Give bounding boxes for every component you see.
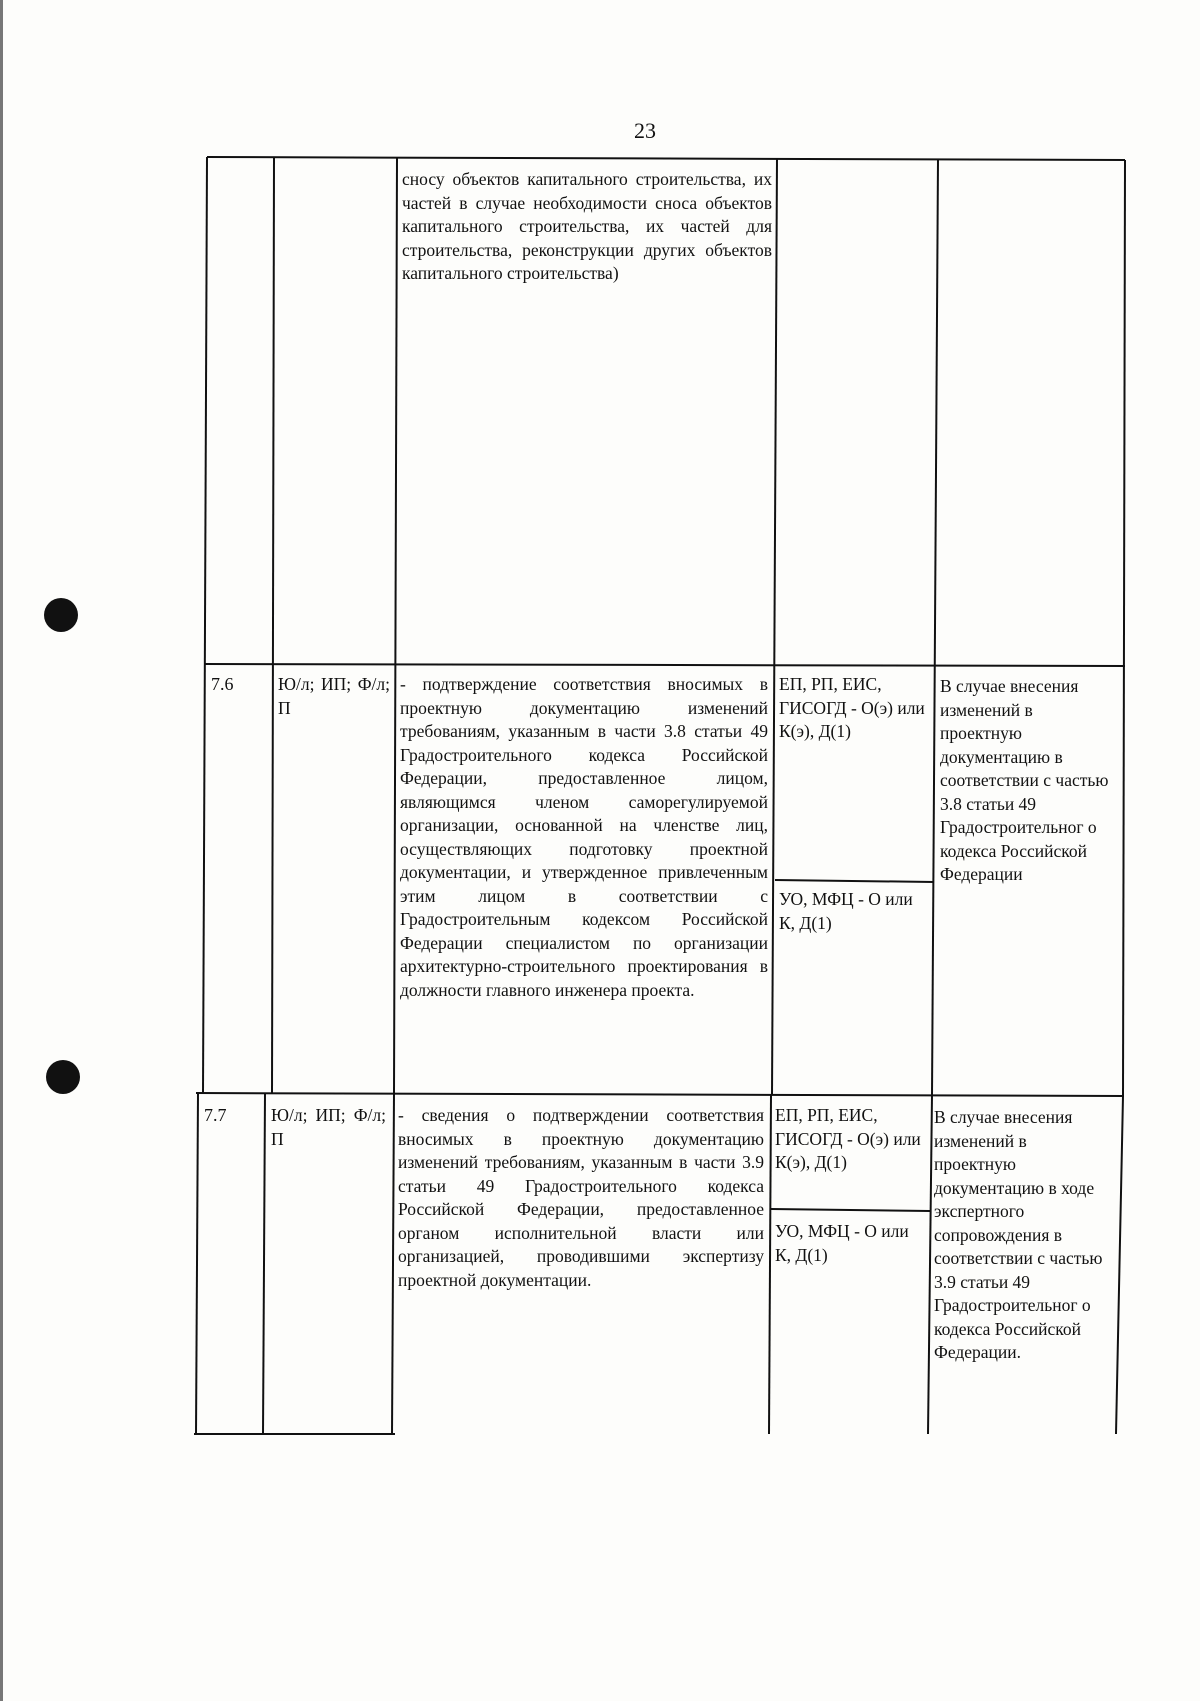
condition-text: В случае внесения изменений в проектную документацию в ходе экспертного сопровождения в соответствии с частью 3.9 статьи 49 Градостроительног о кодекса Российской Федерации.: [934, 1107, 1103, 1362]
row-number: 7.7: [204, 1105, 227, 1125]
page-number: 23: [634, 118, 656, 143]
submission-channel-in-person: УО, МФЦ - О или К, Д(1): [779, 889, 913, 933]
document-description: - подтверждение соответствия вносимых в проектную документацию изменений требованиям, указанным в части 3.8 статьи 49 Градостроительного кодекса Российской Федерации, предоставленное лицом, являющимся членом саморегулируемой организации, основанной на членстве лиц, осуществляющих подготовку проектной документации, и утвержденное привлеченным этим лицом в соответствии с Градостроительным кодексом Российской Федерации специалистом по организации архитектурно-строительного проектирования в должности главного инженера проекта.: [400, 674, 768, 1000]
row-number: 7.6: [211, 674, 234, 694]
submission-channel-in-person: УО, МФЦ - О или К, Д(1): [775, 1221, 909, 1265]
document-description: - сведения о подтверждении соответствия вносимых в проектную документацию изменений требованиям, указанным в части 3.9 статьи 49 Градостроительного кодекса Российской Федерации, предоставленное органом исполнительной власти или организацией, проводившими экспертизу проектной документации.: [398, 1105, 764, 1290]
applicant-types: Ю/л; ИП; Ф/л; П: [271, 1105, 386, 1149]
punch-hole: [46, 1060, 80, 1094]
punch-hole: [44, 598, 78, 632]
submission-channel-electronic: ЕП, РП, ЕИС, ГИСОГД - О(э) или К(э), Д(1): [775, 1105, 921, 1172]
continuation-document-text: сносу объектов капитального строительства, их частей в случае необходимости сноса объектов капитального строительства, их частей для строительства, реконструкции других объектов капитального строительства): [402, 169, 772, 283]
condition-text: В случае внесения изменений в проектную документацию в соответствии с частью 3.8 статьи 49 Градостроительног о кодекса Российской Федерации: [940, 676, 1109, 884]
applicant-types: Ю/л; ИП; Ф/л; П: [278, 674, 390, 718]
submission-channel-electronic: ЕП, РП, ЕИС, ГИСОГД - О(э) или К(э), Д(1): [779, 674, 925, 741]
